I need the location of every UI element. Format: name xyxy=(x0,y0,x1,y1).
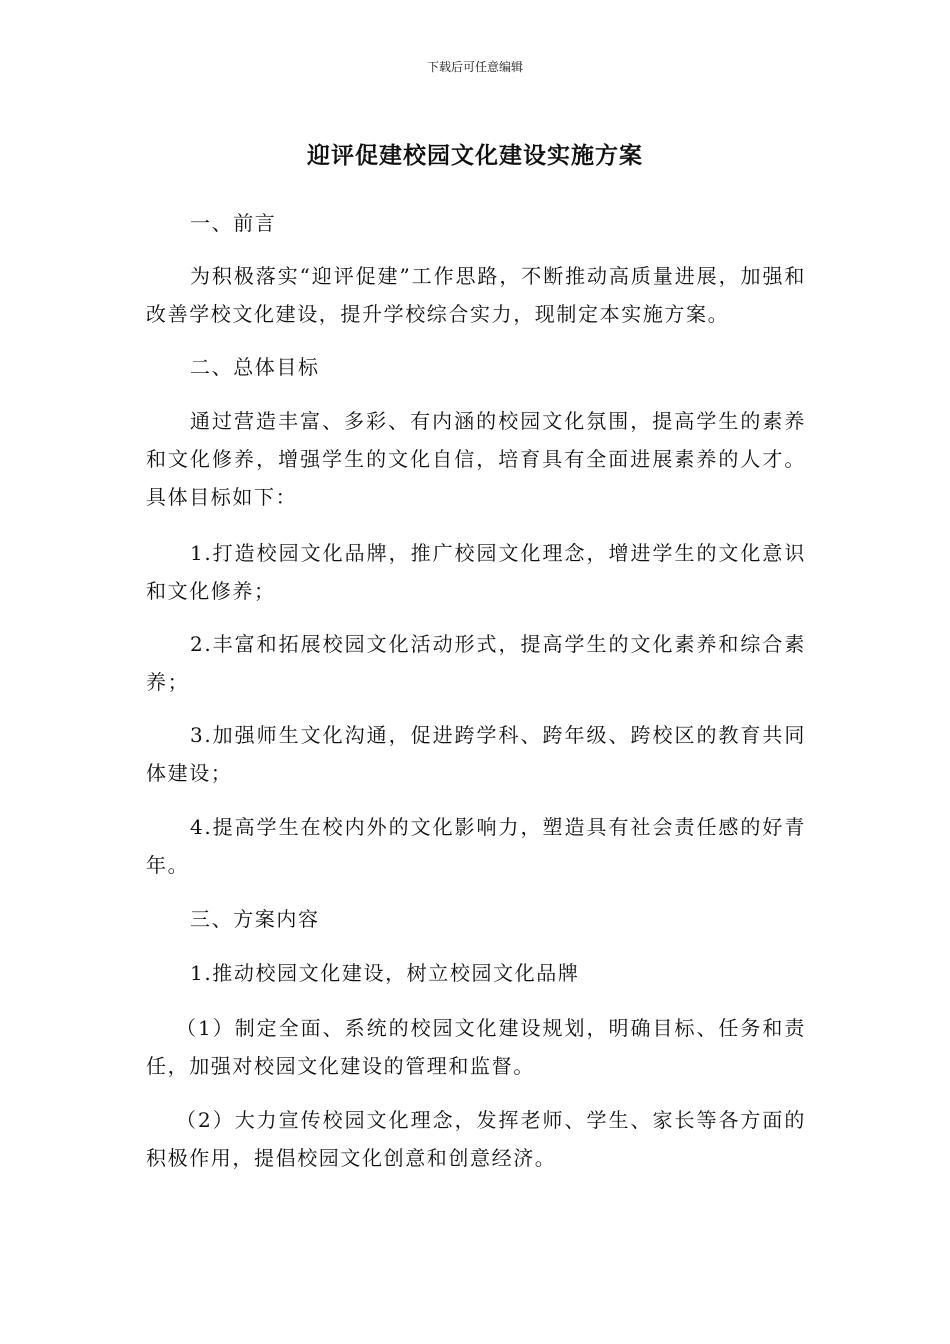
section-heading-goals: 二、总体目标 xyxy=(190,355,320,379)
section-heading-preface: 一、前言 xyxy=(190,211,277,235)
goal-item-4: 4.提高学生在校内外的文化影响力，塑造具有社会责任感的好青年。 xyxy=(146,815,806,877)
goal-item-1: 1.打造校园文化品牌，推广校园文化理念，增进学生的文化意识和文化修养； xyxy=(146,541,806,603)
paragraph-goals: 通过营造丰富、多彩、有内涵的校园文化氛围，提高学生的素养和文化修养，增强学生的文化自信，培育具有全面进展素养的人才。具体目标如下： xyxy=(146,409,806,509)
content-item-1a: （1）制定全面、系统的校园文化建设规划，明确目标、任务和责任，加强对校园文化建设的管理和监督。 xyxy=(146,1016,806,1078)
header-note: 下载后可任意编辑 xyxy=(426,60,523,74)
content-item-1b: （2）大力宣传校园文化理念，发挥老师、学生、家长等各方面的积极作用，提倡校园文化创意和创意经济。 xyxy=(146,1108,806,1170)
paragraph-preface: 为积极落实“迎评促建”工作思路，不断推动高质量进展，加强和改善学校文化建设，提升学校综合实力，现制定本实施方案。 xyxy=(146,264,806,326)
goal-item-2: 2.丰富和拓展校园文化活动形式，提高学生的文化素养和综合素养； xyxy=(146,632,806,694)
document-title: 迎评促建校园文化建设实施方案 xyxy=(307,143,643,169)
content-subheading-1: 1.推动校园文化建设，树立校园文化品牌 xyxy=(190,961,580,985)
goal-item-3: 3.加强师生文化沟通，促进跨学科、跨年级、跨校区的教育共同体建设； xyxy=(146,723,806,785)
section-heading-content: 三、方案内容 xyxy=(190,907,320,931)
